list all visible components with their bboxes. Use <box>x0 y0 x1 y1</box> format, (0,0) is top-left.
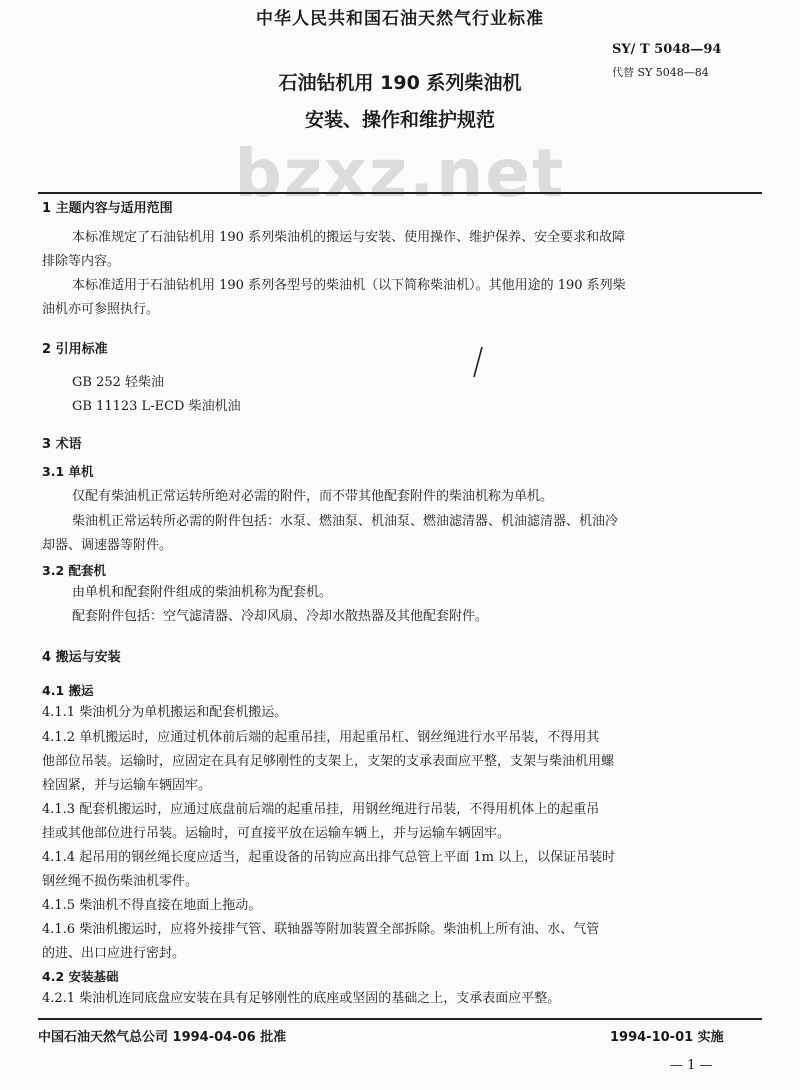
s32-paragraph-1: 由单机和配套附件组成的柴油机称为配套机。 <box>72 585 333 600</box>
section-4-heading: 4 搬运与安装 <box>42 650 121 665</box>
document-title-line-1: 石油钻机用 190 系列柴油机 <box>278 72 522 94</box>
reference-gb-252: GB 252 轻柴油 <box>72 375 165 390</box>
clause-4-1-4-line-1: 4.1.4 起吊用的钢丝绳长度应适当，起重设备的吊钩应高出排气总管上平面 1m 以上，以保证吊装时 <box>42 850 616 865</box>
section-1-heading: 1 主题内容与适用范围 <box>42 201 173 216</box>
s31-paragraph-1: 仅配有柴油机正常运转所绝对必需的附件，而不带其他配套附件的柴油机称为单机。 <box>72 489 554 504</box>
clause-4-1-2-line-2: 他部位吊装。运输时，应固定在具有足够刚性的支架上，支架的支承表面应平整，支架与柴油机用螺 <box>42 754 615 769</box>
section-3-heading: 3 术语 <box>42 437 82 452</box>
clause-4-1-6-line-2: 的进、出口应进行密封。 <box>42 946 186 961</box>
clause-4-1-5: 4.1.5 柴油机不得直接在地面上拖动。 <box>42 898 262 913</box>
approval-note: 中国石油天然气总公司 1994-04-06 批准 <box>38 1030 287 1045</box>
watermark: bzxz.net <box>234 135 566 212</box>
clause-4-2-1: 4.2.1 柴油机连同底盘应安装在具有足够刚性的底座或坚固的基础之上，支承表面应平整。 <box>42 991 561 1006</box>
s31-paragraph-2-line-1: 柴油机正常运转所必需的附件包括：水泵、燃油泵、机油泵、燃油滤清器、机油滤清器、机油冷 <box>72 514 619 529</box>
top-divider <box>38 192 762 194</box>
section-4-1-heading: 4.1 搬运 <box>42 683 94 698</box>
document-title-line-2: 安装、操作和维护规范 <box>304 109 495 131</box>
section-4-2-heading: 4.2 安装基础 <box>42 969 119 984</box>
section-2-heading: 2 引用标准 <box>42 342 108 357</box>
page-number: — 1 — <box>670 1058 713 1073</box>
s1-paragraph-2-line-1: 本标准适用于石油钻机用 190 系列各型号的柴油机（以下简称柴油机）。其他用途的 190 系列柴 <box>72 278 626 293</box>
clause-4-1-2-line-1: 4.1.2 单机搬运时，应通过机体前后端的起重吊挂，用起重吊杠、钢丝绳进行水平吊装，不得用其 <box>42 730 600 745</box>
s1-paragraph-1-line-2: 排除等内容。 <box>42 254 121 269</box>
clause-4-1-2-line-3: 栓固紧，并与运输车辆固牢。 <box>42 778 212 793</box>
s32-paragraph-2: 配套附件包括：空气滤清器、冷却风扇、冷却水散热器及其他配套附件。 <box>72 609 489 624</box>
effective-date: 1994-10-01 实施 <box>610 1030 724 1045</box>
clause-4-1-1: 4.1.1 柴油机分为单机搬运和配套机搬运。 <box>42 705 288 720</box>
section-3-1-heading: 3.1 单机 <box>42 464 94 479</box>
s1-paragraph-2-line-2: 油机亦可参照执行。 <box>42 302 160 317</box>
issuing-standard-header: 中华人民共和国石油天然气行业标准 <box>256 9 544 29</box>
clause-4-1-6-line-1: 4.1.6 柴油机搬运时，应将外接排气管、联轴器等附加装置全部拆除。柴油机上所有油、水、气管 <box>42 922 600 937</box>
clause-4-1-4-line-2: 钢丝绳不损伤柴油机零件。 <box>42 874 199 889</box>
bottom-divider <box>38 1018 762 1020</box>
s31-paragraph-2-line-2: 却器、调速器等附件。 <box>42 538 173 553</box>
clause-4-1-3-line-1: 4.1.3 配套机搬运时，应通过底盘前后端的起重吊挂，用钢丝绳进行吊装，不得用机体上的起重吊 <box>42 802 600 817</box>
clause-4-1-3-line-2: 挂或其他部位进行吊装。运输时，可直接平放在运输车辆上，并与运输车辆固牢。 <box>42 826 511 841</box>
standard-number: SY/ T 5048—94 <box>612 42 722 57</box>
reference-gb-11123: GB 11123 L-ECD 柴油机油 <box>72 399 241 414</box>
s1-paragraph-1-line-1: 本标准规定了石油钻机用 190 系列柴油机的搬运与安装、使用操作、维护保养、安全要求和故障 <box>72 230 626 245</box>
section-3-2-heading: 3.2 配套机 <box>42 563 106 578</box>
replaces-standard: 代替 SY 5048—84 <box>612 66 709 79</box>
